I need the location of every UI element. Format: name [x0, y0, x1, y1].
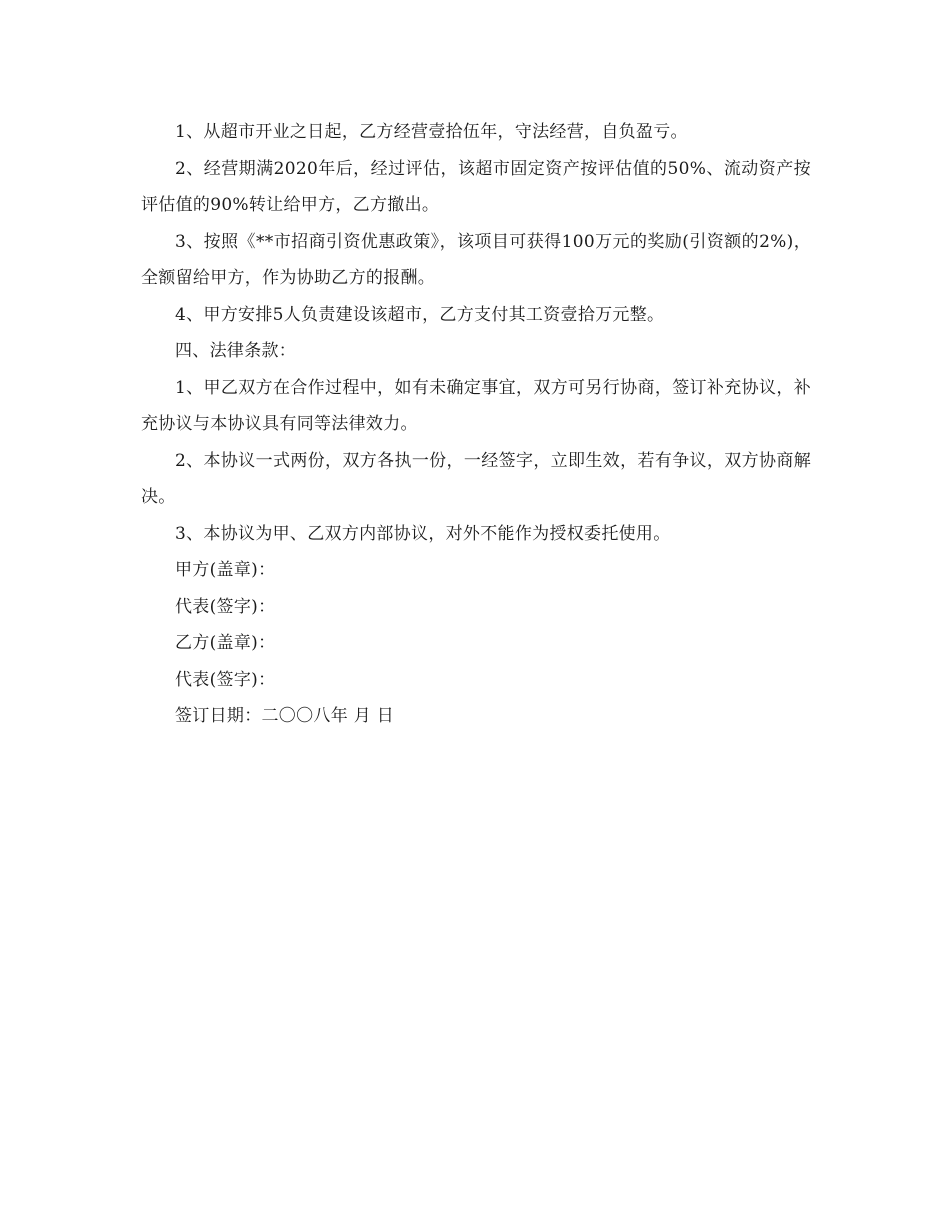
section-heading: 四、法律条款：: [175, 341, 297, 361]
party-b-seal-line: 乙方(盖章)：: [175, 633, 276, 653]
clause-paragraph: 3、本协议为甲、乙双方内部协议，对外不能作为授权委托使用。: [175, 523, 671, 544]
party-a-representative-line: 代表(签字)：: [175, 596, 276, 617]
party-a-seal-line: 甲方(盖章)：: [175, 560, 276, 580]
clause-paragraph: 3、按照《**市招商引资优惠政策》，该项目可获得100万元的奖励(引资额的2%)，全额留给甲方，作为协助乙方的报酬。: [141, 231, 811, 288]
party-b-representative-line: 代表(签字)：: [175, 669, 276, 690]
clause-paragraph: 1、甲乙双方在合作过程中，如有未确定事宜，双方可另行协商，签订补充协议，补充协议与本协议具有同等法律效力。: [141, 377, 811, 434]
signing-date-line: 签订日期：二〇〇八年 月 日: [175, 706, 395, 726]
clause-paragraph: 4、甲方安排5人负责建设该超市，乙方支付其工资壹拾万元整。: [175, 304, 665, 325]
document-body: [141, 114, 811, 735]
clause-paragraph: 2、经营期满2020年后，经过评估，该超市固定资产按评估值的50%、流动资产按评估值的90%转让给甲方，乙方撤出。: [141, 158, 811, 215]
clause-paragraph: 1、从超市开业之日起，乙方经营壹拾伍年，守法经营，自负盈亏。: [175, 122, 688, 142]
clause-paragraph: 2、本协议一式两份，双方各执一份，一经签字，立即生效，若有争议，双方协商解决。: [141, 450, 811, 507]
